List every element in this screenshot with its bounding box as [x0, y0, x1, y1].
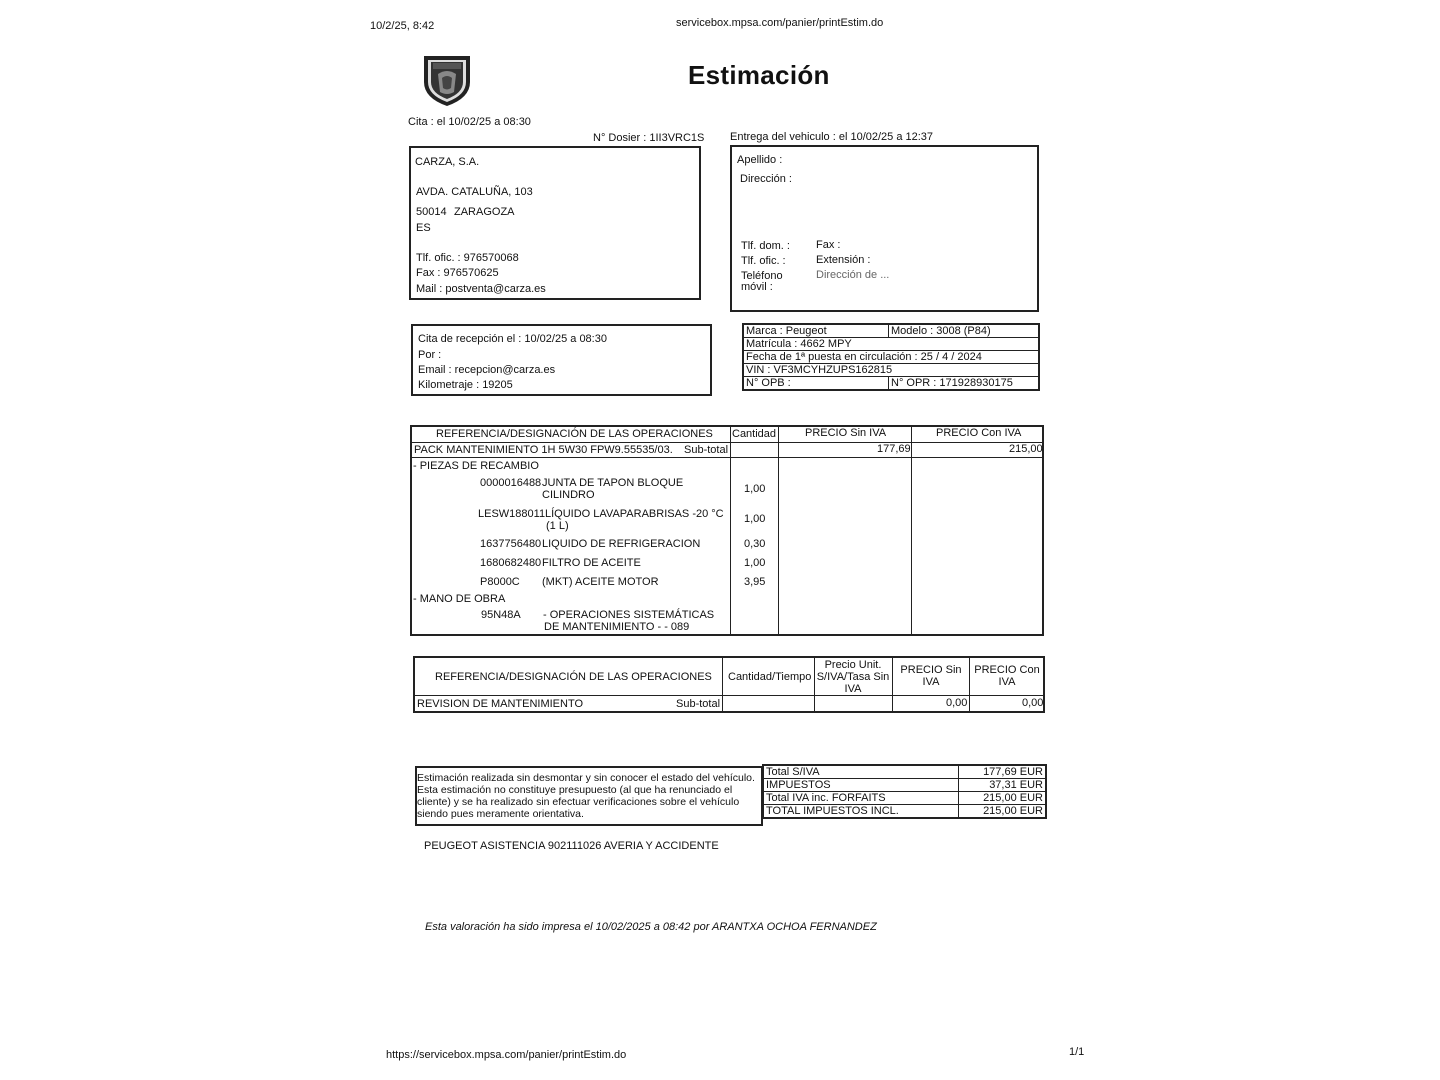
vehicle-row-plate	[743, 338, 1039, 351]
totals-row	[763, 805, 1046, 819]
col-divider	[814, 658, 815, 711]
labor-description-2: DE MANTENIMIENTO - - 089	[544, 621, 690, 633]
totals-row	[763, 765, 1046, 779]
dealer-address: AVDA. CATALUÑA, 103	[416, 186, 533, 198]
labor-header-unit-price: Precio Unit. S/IVA/Tasa Sin IVA	[816, 659, 890, 695]
customer-mobile-label-2: móvil :	[741, 281, 773, 293]
col-divider	[778, 427, 779, 634]
dosier-number: N° Dosier : 1II3VRC1S	[593, 132, 705, 144]
disclaimer-box	[415, 766, 763, 826]
dealer-country: ES	[416, 222, 431, 234]
part-description-2: (1 L)	[546, 520, 569, 532]
part-description: FILTRO DE ACEITE	[542, 557, 641, 569]
part-description: (MKT) ACEITE MOTOR	[542, 576, 659, 588]
pack-price-no-vat: 177,69	[877, 443, 911, 455]
vehicle-opb: N° OPB :	[743, 377, 889, 391]
part-quantity: 3,95	[744, 576, 766, 588]
part-quantity: 0,30	[744, 538, 766, 550]
pack-subtotal-label: Sub-total	[684, 444, 729, 456]
dealer-name: CARZA, S.A.	[415, 156, 480, 168]
vehicle-model: Modelo : 3008 (P84)	[889, 324, 1040, 338]
dealer-postcode: 50014	[416, 206, 447, 218]
customer-office-phone: Tlf. ofic. :	[741, 255, 786, 267]
part-quantity: 1,00	[744, 513, 766, 525]
total-value: 215,00 EUR	[959, 792, 1047, 805]
labor-reference: 95N48A	[481, 609, 521, 621]
part-description: JUNTA DE TAPON BLOQUE	[542, 477, 684, 489]
vehicle-brand: Marca : Peugeot	[743, 324, 889, 338]
labor-header-reference: REFERENCIA/DESIGNACIÓN DE LAS OPERACIONES	[435, 671, 712, 683]
part-description: LÍQUIDO LAVAPARABRISAS -20 °C	[545, 508, 724, 520]
section-parts: - PIEZAS DE RECAMBIO	[413, 460, 539, 472]
totals-row	[763, 792, 1046, 805]
part-description: LIQUIDO DE REFRIGERACION	[542, 538, 701, 550]
part-reference: LESW188011	[478, 508, 546, 520]
reception-box	[411, 324, 712, 396]
labor-operations-table	[413, 656, 1045, 713]
vehicle-row-date	[743, 351, 1039, 364]
reception-by: Por :	[418, 349, 442, 361]
print-url-top: servicebox.mpsa.com/panier/printEstim.do	[676, 17, 884, 29]
labor-header-price-vat: PRECIO Con IVA	[974, 664, 1040, 688]
reception-email: Email : recepcion@carza.es	[418, 364, 556, 376]
part-reference: 1680682480	[480, 557, 542, 569]
customer-mobile-label: Teléfono	[741, 270, 783, 282]
customer-box	[730, 145, 1039, 312]
vehicle-row-numbers	[743, 377, 1039, 391]
ops-header-price-no-vat: PRECIO Sin IVA	[805, 427, 887, 439]
vehicle-row-brand	[743, 324, 1039, 338]
vehicle-plate: Matrícula : 4662 MPY	[743, 338, 1039, 351]
customer-address: Dirección :	[740, 173, 792, 185]
part-quantity: 1,00	[744, 483, 766, 495]
total-value: 215,00 EUR	[959, 805, 1047, 819]
total-label: Total S/IVA	[763, 765, 959, 779]
col-divider	[730, 427, 731, 634]
print-url-bottom: https://servicebox.mpsa.com/panier/printEstim.do	[386, 1049, 627, 1061]
part-reference: P8000C	[480, 576, 520, 588]
print-page-count: 1/1	[1069, 1046, 1085, 1058]
maintenance-review-label: REVISION DE MANTENIMIENTO	[417, 698, 584, 710]
part-quantity: 1,00	[744, 557, 766, 569]
delivery-text: Entrega del vehiculo : el 10/02/25 a 12:37	[730, 131, 934, 143]
ops-header-quantity: Cantidad	[732, 428, 777, 440]
ops-header-reference: REFERENCIA/DESIGNACIÓN DE LAS OPERACIONES	[436, 428, 713, 440]
disclaimer-text: Estimación realizada sin desmontar y sin conocer el estado del vehículo. Esta estimación no constituye presupuesto (al que ha renunciado el cliente) y se ha realizado sin efectuar verificaciones sobre el vehículo siendo pues meramente orientativa.	[417, 772, 755, 820]
total-label: TOTAL IMPUESTOS INCL.	[763, 805, 959, 819]
peugeot-logo	[418, 52, 476, 108]
reception-date: Cita de recepción el : 10/02/25 a 08:30	[418, 333, 607, 345]
labor-description: - OPERACIONES SISTEMÁTICAS	[543, 609, 715, 621]
part-description-2: CILINDRO	[542, 489, 595, 501]
total-label: IMPUESTOS	[763, 779, 959, 792]
dealer-phone: Tlf. ofic. : 976570068	[416, 252, 519, 264]
part-reference: 1637756480	[480, 538, 542, 550]
total-value: 177,69 EUR	[959, 765, 1047, 779]
pack-label: PACK MANTENIMIENTO 1H 5W30 FPW9.55535/03.	[414, 444, 673, 456]
customer-home-phone: Tlf. dom. :	[741, 240, 790, 252]
page-title: Estimación	[688, 60, 830, 90]
vehicle-first-registration: Fecha de 1ª puesta en circulación : 25 / 4 / 2024	[743, 351, 1039, 364]
part-reference: 0000016488	[480, 477, 542, 489]
totals-row	[763, 779, 1046, 792]
maintenance-subtotal-label: Sub-total	[676, 698, 721, 710]
printed-by-text: Esta valoración ha sido impresa el 10/02/2025 a 08:42 por ARANTXA OCHOA FERNANDEZ	[425, 921, 877, 933]
customer-fax: Fax :	[816, 239, 841, 251]
dealer-fax: Fax : 976570625	[416, 267, 499, 279]
dealer-box	[409, 146, 701, 300]
reception-mileage: Kilometraje : 19205	[418, 379, 513, 391]
vehicle-table	[742, 323, 1040, 391]
operations-table	[410, 425, 1044, 636]
col-divider	[969, 658, 970, 711]
maintenance-price-vat: 0,00	[1022, 697, 1044, 709]
customer-extension: Extensión :	[816, 254, 871, 266]
col-divider	[892, 658, 893, 711]
totals-table	[762, 764, 1047, 819]
vehicle-row-vin	[743, 364, 1039, 377]
section-labor: - MANO DE OBRA	[413, 593, 506, 605]
maintenance-price-no-vat: 0,00	[946, 697, 968, 709]
customer-email-label: Dirección de ...	[816, 269, 890, 281]
dealer-city: ZARAGOZA	[454, 206, 515, 218]
row-divider	[412, 457, 1042, 458]
total-value: 37,31 EUR	[959, 779, 1047, 792]
cita-text: Cita : el 10/02/25 a 08:30	[408, 116, 531, 128]
vehicle-vin: VIN : VF3MCYHZUPS162815	[743, 364, 1039, 377]
vehicle-opr: N° OPR : 171928930175	[889, 377, 1040, 391]
labor-header-price-no-vat: PRECIO Sin IVA	[900, 664, 962, 688]
row-divider	[415, 695, 1043, 696]
total-label: Total IVA inc. FORFAITS	[763, 792, 959, 805]
customer-surname: Apellido :	[737, 154, 783, 166]
dealer-mail: Mail : postventa@carza.es	[416, 283, 546, 295]
row-divider	[412, 442, 1042, 443]
col-divider	[722, 658, 723, 711]
ops-header-price-vat: PRECIO Con IVA	[936, 427, 1022, 439]
assistance-text: PEUGEOT ASISTENCIA 902111026 AVERIA Y ACCIDENTE	[424, 840, 719, 852]
pack-price-vat: 215,00	[1009, 443, 1043, 455]
print-datetime: 10/2/25, 8:42	[370, 20, 435, 32]
labor-header-quantity: Cantidad/Tiempo	[728, 671, 812, 683]
col-divider	[911, 427, 912, 634]
